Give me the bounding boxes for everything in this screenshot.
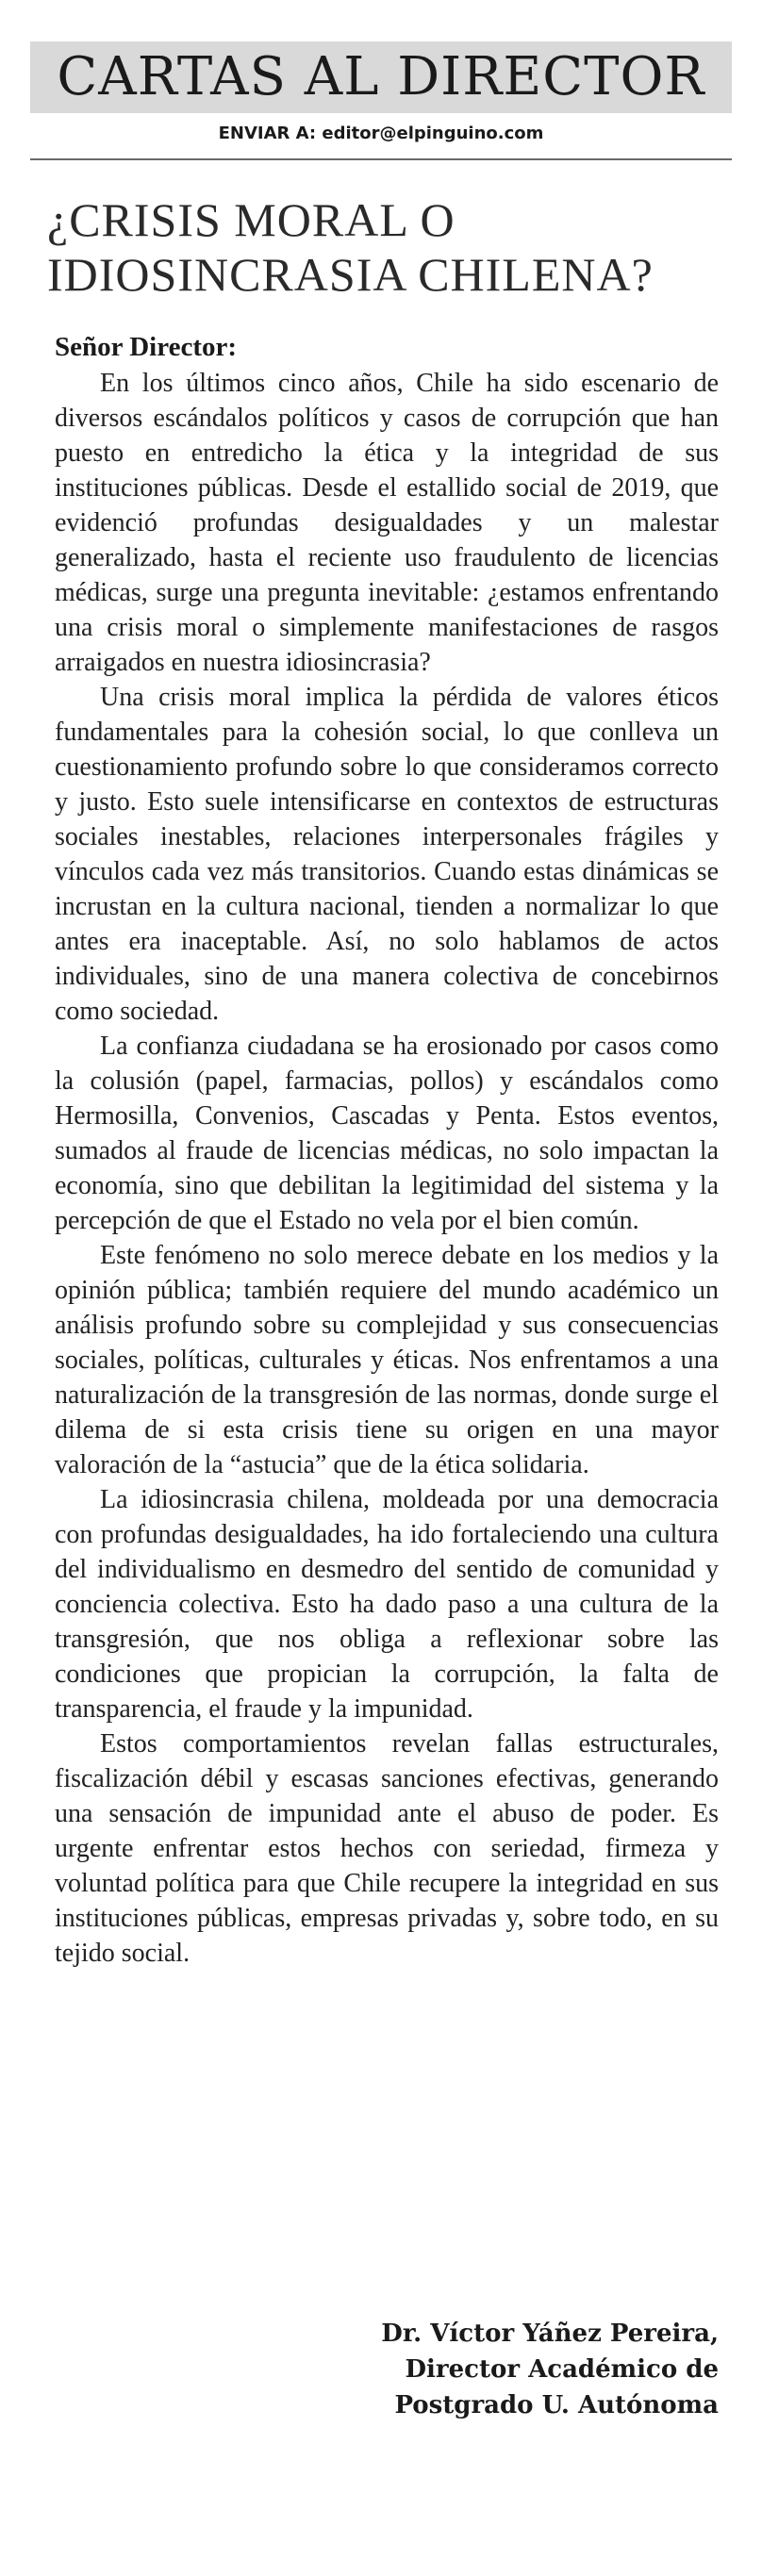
section-title: CARTAS AL DIRECTOR [57,46,705,107]
letter-paragraph: Este fenómeno no solo merece debate en los medios y la opinión pública; también requiere del mundo académico un análisis profundo sobre su complejidad y sus consecuencias sociales, políticas, culturales y éticas. Nos enfrentamos a una naturalización de la transgresión de las normas, donde surge el dilema de si esta crisis tiene su origen en una mayor valoración de la “astucia” que de la ética solidaria. [55,1241,719,1479]
letter-paragraph: Una crisis moral implica la pérdida de valores éticos fundamentales para la cohesión social, lo que conlleva un cuestionamiento profundo sobre lo que consideramos correcto y justo. Esto suele intensificarse en contextos de estructuras sociales inestables, relaciones interpersonales frágiles y vínculos cada vez más transitorios. Cuando estas dinámicas se incrustan en la cultura nacional, tienden a normalizar lo que antes era inaceptable. Así, no solo hablamos de actos individuales, sino de una manera colectiva de concebirnos como sociedad. [55,683,719,1026]
signature-title: Director Académico de [405,2355,719,2384]
letter-salutation: Señor Director: [55,332,238,362]
send-to-line: ENVIAR A: editor@elpinguino.com [218,124,544,143]
letter-paragraph: La confianza ciudadana se ha erosionado por casos como la colusión (papel, farmacias, pollos) y escándalos como Hermosilla, Convenios, Cascadas y Penta. Estos eventos, sumados al fraude de licencias médicas, no solo impactan la economía, sino que debilitan la legitimidad del sistema y la percepción de que el Estado no vela por el bien común. [55,1032,719,1235]
letter-paragraph: La idiosincrasia chilena, moldeada por una democracia con profundas desigualdades, ha ido fortaleciendo una cultura del individualismo en desmedro del sentido de comunidad y conciencia colectiva. Esto ha dado paso a una cultura de la transgresión, que nos obliga a reflexionar sobre las condiciones que propician la corrupción, la falta de transparencia, el fraude y la impunidad. [55,1485,719,1724]
signature-affiliation: Postgrado U. Autónoma [394,2391,719,2419]
letter-paragraph: En los últimos cinco años, Chile ha sido escenario de diversos escándalos políticos y casos de corrupción que han puesto en entredicho la ética y la integridad de sus instituciones públicas. Desde el estallido social de 2019, que evidenció profundas desigualdades y un malestar generalizado, hasta el reciente uso fraudulento de licencias médicas, surge una pregunta inevitable: ¿estamos enfrentando una crisis moral o simplemente manifestaciones de rasgos arraigados en nuestra idiosincrasia? [55,369,719,677]
letter-paragraph: Estos comportamientos revelan fallas estructurales, fiscalización débil y escasas sanciones efectivas, generando una sensación de impunidad ante el abuso de poder. Es urgente enfrentar estos hechos con seriedad, firmeza y voluntad política para que Chile recupere la integridad en sus instituciones públicas, empresas privadas y, sobre todo, en su tejido social. [55,1729,719,1968]
letter-headline: ¿CRISIS MORAL O IDIOSINCRASIA CHILENA? [47,193,654,301]
letter-body [55,366,719,1971]
signature-name: Dr. Víctor Yáñez Pereira, [381,2320,719,2348]
letter-signature [55,2316,719,2423]
header-divider [30,158,732,160]
